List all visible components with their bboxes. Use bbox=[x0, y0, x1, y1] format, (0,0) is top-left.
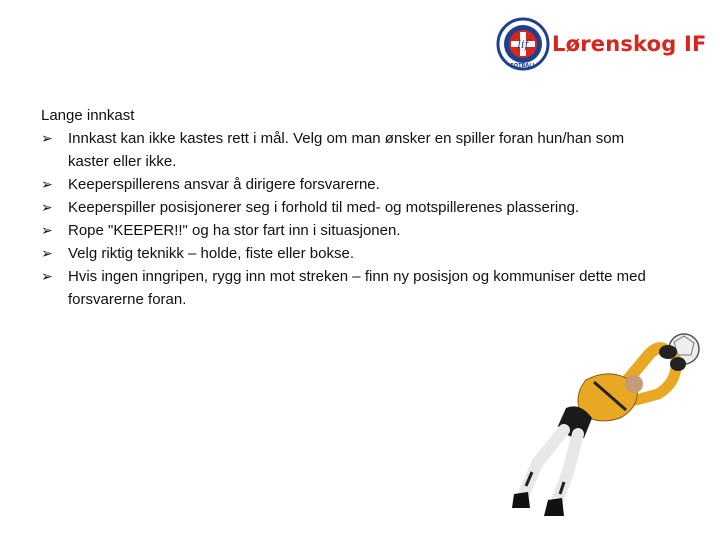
bullet-text: Keeperspiller posisjonerer seg i forhold til med- og motspillerenes plassering. bbox=[68, 199, 580, 216]
bullet-text: Keeperspillerens ansvar å dirigere forsvarerne. bbox=[68, 176, 380, 193]
bullet-item bbox=[41, 173, 661, 196]
club-name: Lørenskog IF bbox=[552, 32, 707, 56]
arrow-bullet-icon: ➢ bbox=[41, 268, 53, 284]
slide-content bbox=[41, 104, 661, 311]
bullet-item bbox=[41, 219, 661, 242]
bullet-text: Innkast kan ikke kastes rett i mål. Velg om man ønsker en spiller foran hun/han som kaster eller ikke. bbox=[68, 130, 625, 170]
goalkeeper-diving-image bbox=[508, 322, 720, 536]
arrow-bullet-icon: ➢ bbox=[41, 222, 53, 238]
emblem-letters: lif bbox=[517, 38, 529, 51]
section-heading: Lange innkast bbox=[41, 107, 135, 124]
bullet-item bbox=[41, 242, 661, 265]
arrow-bullet-icon: ➢ bbox=[41, 245, 53, 261]
arrow-bullet-icon: ➢ bbox=[41, 199, 53, 215]
arrow-bullet-icon: ➢ bbox=[41, 176, 53, 192]
bullet-list bbox=[41, 127, 661, 311]
bullet-item bbox=[41, 127, 661, 173]
club-logo bbox=[496, 14, 714, 74]
club-emblem-icon bbox=[496, 14, 552, 74]
bullet-item bbox=[41, 196, 661, 219]
arrow-bullet-icon: ➢ bbox=[41, 130, 53, 146]
bullet-text: Rope "KEEPER!!" og ha stor fart inn i situasjonen. bbox=[68, 222, 401, 239]
bullet-item bbox=[41, 265, 661, 311]
emblem-ring-text: FOTBALL bbox=[510, 63, 536, 69]
bullet-text: Velg riktig teknikk – holde, fiste eller bokse. bbox=[68, 245, 354, 262]
bullet-text: Hvis ingen inngripen, rygg inn mot streken – finn ny posisjon og kommuniser dette med forsvarerne foran. bbox=[68, 268, 646, 308]
